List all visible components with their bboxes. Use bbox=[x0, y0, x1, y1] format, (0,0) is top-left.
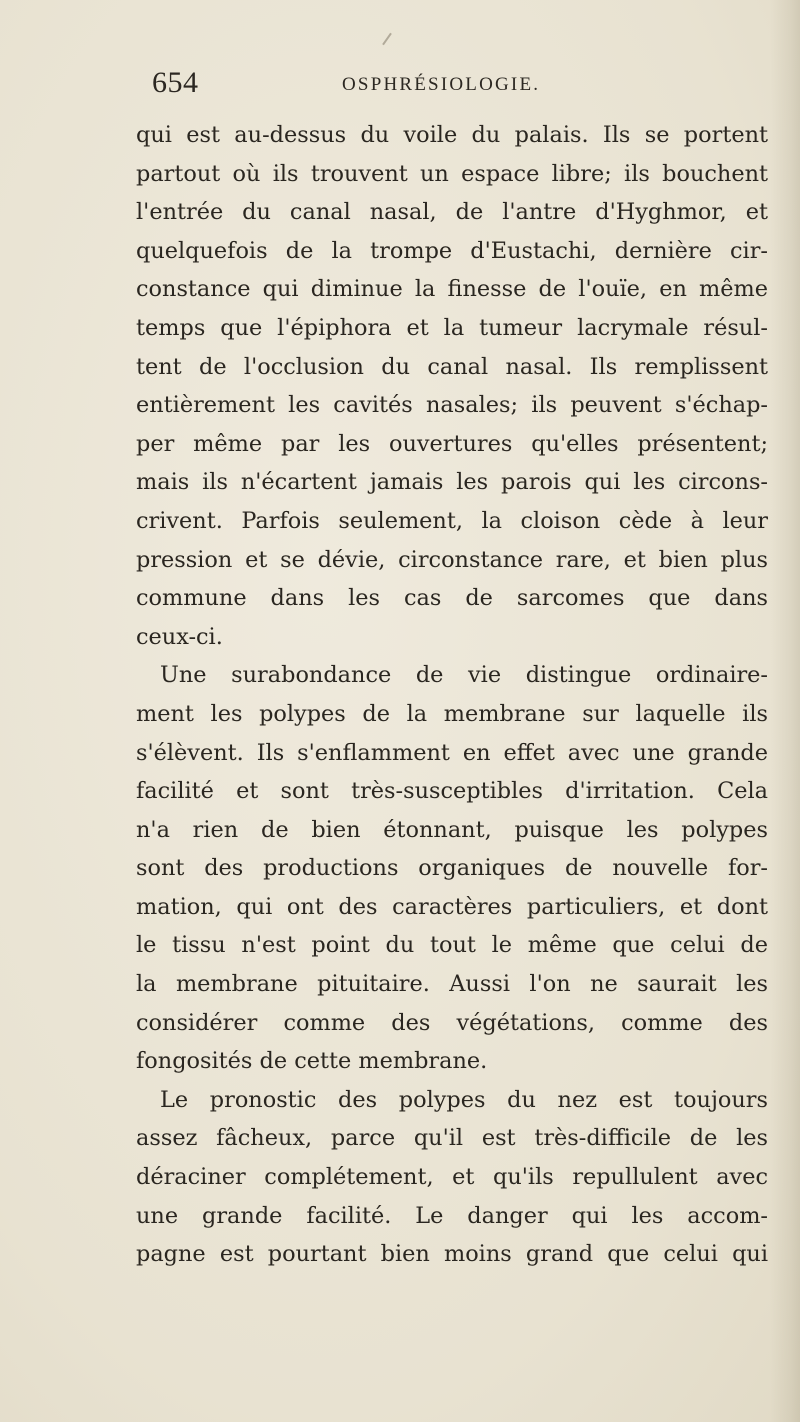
text-line: la membrane pituitaire. Aussi l'on ne saurait les bbox=[136, 971, 768, 998]
text-line: considérer comme des végétations, comme des bbox=[136, 1009, 768, 1036]
text-line: qui est au-dessus du voile du palais. Ils se portent bbox=[136, 122, 768, 148]
text-line: pagne est pourtant bien moins grand que celui qui bbox=[136, 1241, 768, 1268]
text-line: facilité et sont très-susceptibles d'irritation. Cela bbox=[136, 778, 768, 805]
text-line: assez fâcheux, parce qu'il est très-difficile de les bbox=[136, 1125, 768, 1152]
page-number: 654 bbox=[152, 66, 199, 99]
body-text bbox=[136, 116, 768, 1274]
text-line: l'entrée du canal nasal, de l'antre d'Hyghmor, et bbox=[136, 199, 768, 226]
text-line: partout où ils trouvent un espace libre; ils bouchent bbox=[136, 160, 768, 187]
ink-mark bbox=[382, 33, 392, 46]
text-line: commune dans les cas de sarcomes que dans bbox=[136, 585, 768, 612]
paragraph-start-line: Une surabondance de vie distingue ordinaire- bbox=[160, 662, 768, 689]
running-title: OSPHRÉSIOLOGIE. bbox=[342, 74, 541, 95]
paragraph-end-line: fongosités de cette membrane. bbox=[136, 1048, 488, 1075]
text-line: mation, qui ont des caractères particuliers, et dont bbox=[136, 893, 768, 920]
text-line: per même par les ouvertures qu'elles présentent; bbox=[136, 430, 768, 457]
paragraph-start-line: Le pronostic des polypes du nez est toujours bbox=[160, 1086, 768, 1113]
text-line: sont des productions organiques de nouvelle for- bbox=[136, 855, 768, 882]
text-line: mais ils n'écartent jamais les parois qui les circons- bbox=[136, 469, 768, 496]
text-line: quelquefois de la trompe d'Eustachi, dernière cir- bbox=[136, 237, 768, 264]
text-line: déraciner complétement, et qu'ils repullulent avec bbox=[136, 1164, 768, 1191]
text-line: entièrement les cavités nasales; ils peuvent s'échap- bbox=[136, 392, 768, 419]
text-line: s'élèvent. Ils s'enflamment en effet avec une grande bbox=[136, 739, 768, 766]
paragraph-end-line: ceux-ci. bbox=[136, 623, 223, 650]
text-line: tent de l'occlusion du canal nasal. Ils remplissent bbox=[136, 353, 768, 380]
text-line: temps que l'épiphora et la tumeur lacrymale résul- bbox=[136, 314, 768, 341]
text-line: le tissu n'est point du tout le même que celui de bbox=[136, 932, 768, 959]
text-line: crivent. Parfois seulement, la cloison cède à leur bbox=[136, 507, 768, 534]
text-line: ment les polypes de la membrane sur laquelle ils bbox=[136, 700, 768, 727]
page-header bbox=[152, 66, 612, 106]
text-line: pression et se dévie, circonstance rare, et bien plus bbox=[136, 546, 768, 573]
text-line: n'a rien de bien étonnant, puisque les polypes bbox=[136, 816, 768, 843]
text-line: une grande facilité. Le danger qui les accom- bbox=[136, 1202, 768, 1229]
text-line: constance qui diminue la finesse de l'ouïe, en même bbox=[136, 276, 768, 303]
